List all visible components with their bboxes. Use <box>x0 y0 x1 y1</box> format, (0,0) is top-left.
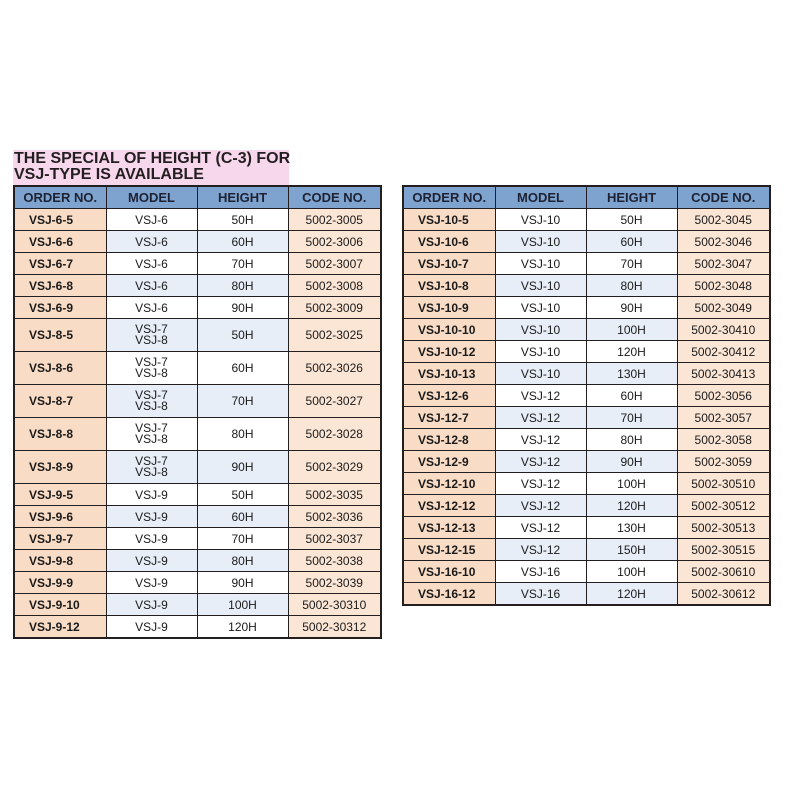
table-row <box>403 363 770 385</box>
table-row <box>403 253 770 275</box>
model-cell <box>106 385 197 418</box>
order-no-cell: VSJ-9-7 <box>14 528 106 550</box>
model-line-2: VSJ-8 <box>135 432 168 446</box>
model-cell: VSJ-10 <box>495 297 586 319</box>
height-cell: 120H <box>586 495 677 517</box>
model-cell <box>106 352 197 385</box>
code-no-cell: 5002-30410 <box>677 319 770 341</box>
model-cell <box>106 418 197 451</box>
model-cell: VSJ-10 <box>495 231 586 253</box>
code-no-cell: 5002-30512 <box>677 495 770 517</box>
table-row <box>403 451 770 473</box>
model-cell: VSJ-9 <box>106 550 197 572</box>
order-no-cell: VSJ-12-13 <box>403 517 495 539</box>
model-cell: VSJ-10 <box>495 363 586 385</box>
table-row <box>14 484 381 506</box>
height-cell: 90H <box>197 572 288 594</box>
code-no-cell: 5002-30412 <box>677 341 770 363</box>
code-no-cell: 5002-30310 <box>288 594 381 616</box>
code-no-cell: 5002-3029 <box>288 451 381 484</box>
height-cell: 90H <box>197 297 288 319</box>
order-no-cell: VSJ-9-12 <box>14 616 106 639</box>
order-no-cell: VSJ-6-8 <box>14 275 106 297</box>
table-row <box>14 231 381 253</box>
code-no-cell: 5002-3045 <box>677 209 770 231</box>
model-cell: VSJ-9 <box>106 572 197 594</box>
header-height: HEIGHT <box>586 186 677 209</box>
code-no-cell: 5002-30513 <box>677 517 770 539</box>
height-cell: 80H <box>586 429 677 451</box>
order-no-cell: VSJ-9-10 <box>14 594 106 616</box>
table-row <box>403 539 770 561</box>
model-cell <box>106 319 197 352</box>
header-code-no: CODE NO. <box>288 186 381 209</box>
model-cell: VSJ-6 <box>106 297 197 319</box>
code-no-cell: 5002-3058 <box>677 429 770 451</box>
model-line-1: VSJ-7 <box>135 355 168 369</box>
table-row <box>14 297 381 319</box>
model-cell: VSJ-12 <box>495 473 586 495</box>
code-no-cell: 5002-3036 <box>288 506 381 528</box>
order-no-cell: VSJ-6-6 <box>14 231 106 253</box>
height-cell: 120H <box>586 341 677 363</box>
table-row <box>14 506 381 528</box>
height-cell: 60H <box>197 231 288 253</box>
model-cell: VSJ-10 <box>495 275 586 297</box>
height-cell: 100H <box>586 319 677 341</box>
table-row <box>14 275 381 297</box>
height-cell: 80H <box>197 418 288 451</box>
model-line-1: VSJ-7 <box>135 322 168 336</box>
height-cell: 90H <box>586 297 677 319</box>
table-row <box>14 550 381 572</box>
code-no-cell: 5002-3007 <box>288 253 381 275</box>
order-no-cell: VSJ-6-7 <box>14 253 106 275</box>
order-no-cell: VSJ-16-12 <box>403 583 495 606</box>
model-cell: VSJ-12 <box>495 451 586 473</box>
height-cell: 130H <box>586 517 677 539</box>
code-no-cell: 5002-3038 <box>288 550 381 572</box>
title-line-1: THE SPECIAL OF HEIGHT (C-3) FOR <box>14 150 291 167</box>
model-cell: VSJ-10 <box>495 341 586 363</box>
table-row <box>403 275 770 297</box>
height-cell: 80H <box>197 550 288 572</box>
code-no-cell: 5002-3008 <box>288 275 381 297</box>
code-no-cell: 5002-30610 <box>677 561 770 583</box>
code-no-cell: 5002-3056 <box>677 385 770 407</box>
table-row <box>403 473 770 495</box>
code-no-cell: 5002-3059 <box>677 451 770 473</box>
order-no-cell: VSJ-12-8 <box>403 429 495 451</box>
order-no-cell: VSJ-10-9 <box>403 297 495 319</box>
order-no-cell: VSJ-9-5 <box>14 484 106 506</box>
table-row <box>403 385 770 407</box>
code-no-cell: 5002-3057 <box>677 407 770 429</box>
table-row <box>14 319 381 352</box>
height-cell: 50H <box>197 319 288 352</box>
table-row <box>403 209 770 231</box>
order-no-cell: VSJ-6-5 <box>14 209 106 231</box>
height-cell: 120H <box>586 583 677 606</box>
table-row <box>14 352 381 385</box>
model-cell: VSJ-9 <box>106 616 197 639</box>
height-cell: 70H <box>197 385 288 418</box>
code-no-cell: 5002-30510 <box>677 473 770 495</box>
order-no-cell: VSJ-9-8 <box>14 550 106 572</box>
order-no-cell: VSJ-10-13 <box>403 363 495 385</box>
model-cell: VSJ-16 <box>495 561 586 583</box>
code-no-cell: 5002-3035 <box>288 484 381 506</box>
model-cell: VSJ-12 <box>495 385 586 407</box>
table-row <box>403 319 770 341</box>
height-cell: 130H <box>586 363 677 385</box>
table-row <box>403 561 770 583</box>
model-cell: VSJ-6 <box>106 231 197 253</box>
order-no-cell: VSJ-10-10 <box>403 319 495 341</box>
height-cell: 80H <box>197 275 288 297</box>
height-cell: 70H <box>586 407 677 429</box>
model-cell: VSJ-12 <box>495 429 586 451</box>
code-no-cell: 5002-30413 <box>677 363 770 385</box>
model-cell: VSJ-9 <box>106 506 197 528</box>
model-line-2: VSJ-8 <box>135 366 168 380</box>
model-cell: VSJ-12 <box>495 539 586 561</box>
table-row <box>403 297 770 319</box>
height-cell: 50H <box>197 484 288 506</box>
order-no-cell: VSJ-10-12 <box>403 341 495 363</box>
code-no-cell: 5002-30312 <box>288 616 381 639</box>
model-cell <box>106 451 197 484</box>
model-line-1: VSJ-7 <box>135 454 168 468</box>
order-no-cell: VSJ-8-5 <box>14 319 106 352</box>
model-line-1: VSJ-7 <box>135 421 168 435</box>
order-no-cell: VSJ-8-7 <box>14 385 106 418</box>
header-order-no: ORDER NO. <box>403 186 495 209</box>
height-cell: 70H <box>197 528 288 550</box>
model-cell: VSJ-9 <box>106 594 197 616</box>
code-no-cell: 5002-3005 <box>288 209 381 231</box>
height-cell: 80H <box>586 275 677 297</box>
order-no-cell: VSJ-12-12 <box>403 495 495 517</box>
table-row <box>14 385 381 418</box>
order-no-cell: VSJ-8-8 <box>14 418 106 451</box>
table-row <box>14 594 381 616</box>
table-row <box>403 341 770 363</box>
model-cell: VSJ-6 <box>106 253 197 275</box>
model-line-2: VSJ-8 <box>135 333 168 347</box>
table-row <box>403 231 770 253</box>
code-no-cell: 5002-30612 <box>677 583 770 606</box>
code-no-cell: 5002-3027 <box>288 385 381 418</box>
header-code-no: CODE NO. <box>677 186 770 209</box>
height-cell: 150H <box>586 539 677 561</box>
table-row <box>14 572 381 594</box>
order-no-cell: VSJ-12-15 <box>403 539 495 561</box>
order-no-cell: VSJ-10-7 <box>403 253 495 275</box>
order-no-cell: VSJ-10-6 <box>403 231 495 253</box>
height-cell: 120H <box>197 616 288 639</box>
table-row <box>403 495 770 517</box>
code-no-cell: 5002-3037 <box>288 528 381 550</box>
order-no-cell: VSJ-12-9 <box>403 451 495 473</box>
order-no-cell: VSJ-6-9 <box>14 297 106 319</box>
header-model: MODEL <box>106 186 197 209</box>
height-cell: 70H <box>586 253 677 275</box>
order-no-cell: VSJ-8-6 <box>14 352 106 385</box>
height-cell: 50H <box>586 209 677 231</box>
model-cell: VSJ-16 <box>495 583 586 606</box>
model-line-2: VSJ-8 <box>135 465 168 479</box>
code-no-cell: 5002-30515 <box>677 539 770 561</box>
height-cell: 90H <box>197 451 288 484</box>
order-no-cell: VSJ-12-10 <box>403 473 495 495</box>
model-cell: VSJ-10 <box>495 253 586 275</box>
table-header-row <box>403 186 770 209</box>
height-cell: 50H <box>197 209 288 231</box>
model-line-2: VSJ-8 <box>135 399 168 413</box>
height-cell: 60H <box>586 231 677 253</box>
height-cell: 90H <box>586 451 677 473</box>
height-cell: 60H <box>586 385 677 407</box>
height-cell: 60H <box>197 352 288 385</box>
table-row <box>14 209 381 231</box>
order-no-cell: VSJ-12-7 <box>403 407 495 429</box>
order-no-cell: VSJ-9-6 <box>14 506 106 528</box>
order-no-cell: VSJ-12-6 <box>403 385 495 407</box>
model-cell: VSJ-9 <box>106 484 197 506</box>
model-cell: VSJ-6 <box>106 209 197 231</box>
order-no-cell: VSJ-9-9 <box>14 572 106 594</box>
code-no-cell: 5002-3039 <box>288 572 381 594</box>
table-row <box>14 418 381 451</box>
code-no-cell: 5002-3028 <box>288 418 381 451</box>
model-cell: VSJ-10 <box>495 209 586 231</box>
table-row <box>403 407 770 429</box>
order-no-cell: VSJ-8-9 <box>14 451 106 484</box>
model-cell: VSJ-12 <box>495 407 586 429</box>
model-cell: VSJ-9 <box>106 528 197 550</box>
code-no-cell: 5002-3025 <box>288 319 381 352</box>
table-row <box>14 451 381 484</box>
code-no-cell: 5002-3048 <box>677 275 770 297</box>
height-cell: 70H <box>197 253 288 275</box>
table-row <box>14 616 381 639</box>
code-no-cell: 5002-3026 <box>288 352 381 385</box>
model-cell: VSJ-12 <box>495 517 586 539</box>
order-no-cell: VSJ-10-5 <box>403 209 495 231</box>
spec-table-right <box>402 185 771 606</box>
height-cell: 60H <box>197 506 288 528</box>
spec-table-left <box>13 185 382 639</box>
height-cell: 100H <box>197 594 288 616</box>
table-row <box>403 429 770 451</box>
header-model: MODEL <box>495 186 586 209</box>
table-header-row <box>14 186 381 209</box>
table-row <box>14 253 381 275</box>
model-cell: VSJ-10 <box>495 319 586 341</box>
model-line-1: VSJ-7 <box>135 388 168 402</box>
code-no-cell: 5002-3046 <box>677 231 770 253</box>
page-title <box>13 150 289 185</box>
height-cell: 100H <box>586 473 677 495</box>
code-no-cell: 5002-3049 <box>677 297 770 319</box>
order-no-cell: VSJ-16-10 <box>403 561 495 583</box>
code-no-cell: 5002-3047 <box>677 253 770 275</box>
code-no-cell: 5002-3006 <box>288 231 381 253</box>
header-height: HEIGHT <box>197 186 288 209</box>
table-row <box>14 528 381 550</box>
order-no-cell: VSJ-10-8 <box>403 275 495 297</box>
table-row <box>403 517 770 539</box>
table-row <box>403 583 770 606</box>
model-cell: VSJ-12 <box>495 495 586 517</box>
height-cell: 100H <box>586 561 677 583</box>
title-line-2: VSJ-TYPE IS AVAILABLE <box>14 166 204 183</box>
header-order-no: ORDER NO. <box>14 186 106 209</box>
code-no-cell: 5002-3009 <box>288 297 381 319</box>
model-cell: VSJ-6 <box>106 275 197 297</box>
